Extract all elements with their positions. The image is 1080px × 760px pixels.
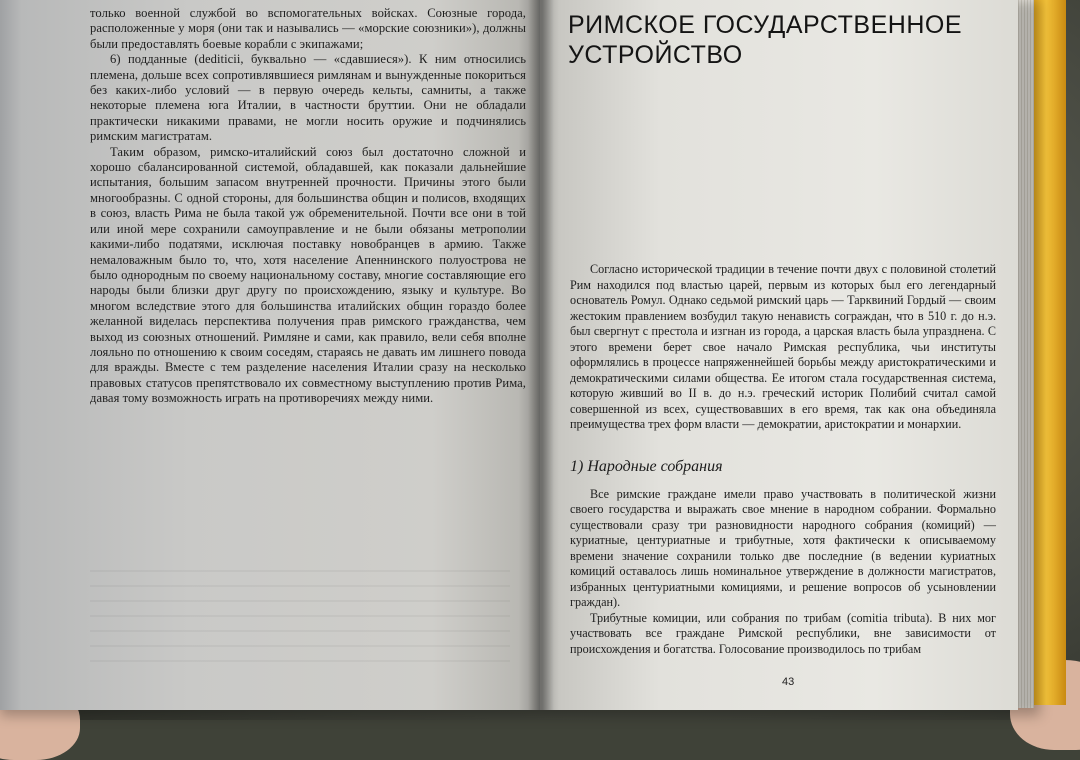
left-paragraph-1: только военной службой во вспомогательных войсках. Союзные города, расположенные у моря (они так и назывались — «морские союзники»), должны были предоставлять боевые корабли с экипажами;	[90, 6, 526, 51]
section-heading: 1) Народные собрания	[570, 457, 723, 475]
left-page	[0, 0, 540, 710]
section-paragraph-2: Трибутные комиции, или собрания по трибам (comitia tributa). В них мог участвовать все граждане Римской республики, вне зависимости от происхождения и богатства. Голосование производилось по трибам	[570, 610, 996, 656]
chapter-title: РИМСКОЕ ГОСУДАРСТВЕННОЕ УСТРОЙСТВО	[568, 11, 963, 69]
show-through-text	[90, 570, 510, 670]
left-paragraph-2: 6) подданные (dediticii, буквально — «сдавшиеся»). К ним относились племена, дольше всех сопротивлявшиеся римлянам и вынужденные покориться без каких-либо условий — в первую очередь кельты, самниты, а также некоторые племена юга Италии, в частности бруттии. Они не обладали практически никакими правами, не могли носить оружие и подчинялись римским магистратам.	[90, 52, 526, 144]
right-page-text	[570, 262, 996, 657]
intro-paragraph: Согласно исторической традиции в течение почти двух с половиной столетий Рим находился под властью царей, первым из которых был его легендарный основатель Ромул. Однако седьмой римский царь — Тарквиний Гордый — своим жестоким правлением возбудил такую ненависть сограждан, что в 510 г. до н.э. был свергнут с престола и изгнан из города, а царская власть была упразднена. С этого времени берет свое начало Римская республика, чьи институты оформлялись в процессе напряженнейшей борьбы между аристократическими и демократическими силами общества. Ее итогом стала государственная система, которую живший во II в. до н.э. греческий историк Полибий считал самой совершенной из всех, существовавших в его время, так как она объединяла преимущества трех форм власти — демократии, аристократии и монархии.	[570, 262, 996, 431]
book-gutter	[528, 0, 554, 710]
right-page	[540, 0, 1018, 710]
left-page-text	[90, 6, 526, 407]
section-paragraph-1: Все римские граждане имели право участвовать в политической жизни своего государства и выражать свое мнение в народном собрании. Формально существовали сразу три разновидности народного собрания (комиций) — куриатные, центуриатные и трибутные, хотя фактически к описываемому времени значение сохранили только две последние (в ведении куриатных комиций оставалось лишь номинальное утверждение в должности магистратов, избранных центуриатными комициями, и решение вопросов об усыновлении граждан).	[570, 486, 996, 609]
page-number: 43	[782, 676, 795, 688]
left-paragraph-3: Таким образом, римско-италийский союз был достаточно сложной и хорошо сбалансированной системой, обладавшей, как показали дальнейшие испытания, большим запасом внутренней прочности. Причины этого были многообразны. С одной стороны, для большинства общин и полисов, входящих в союз, власть Рима не была такой уж обременительной. Почти все они в той или иной мере сохранили самоуправление и не были обязаны метрополии какими-либо податями, исключая поставку новобранцев в армию. Также немаловажным было то, что, хотя население Апеннинского полуострова не было однородным по своему национальному составу, многие составляющие его народы были близки друг другу по происхождению, языку и культуре. Во многом вследствие этого для большинства италийских общин гораздо более желанной виделась перспектива получения прав римского гражданства, чем выход из союзных отношений. Римляне и сами, как правило, вели себя вполне лояльно по отношению к своим соседям, стараясь не давать им лишнего повода для вражды. Вместе с тем разделение населения Италии сразу на несколько правовых статусов препятствовало их совместному выступлению против Рима, давая тому возможность играть на противоречиях между ними.	[90, 144, 526, 406]
